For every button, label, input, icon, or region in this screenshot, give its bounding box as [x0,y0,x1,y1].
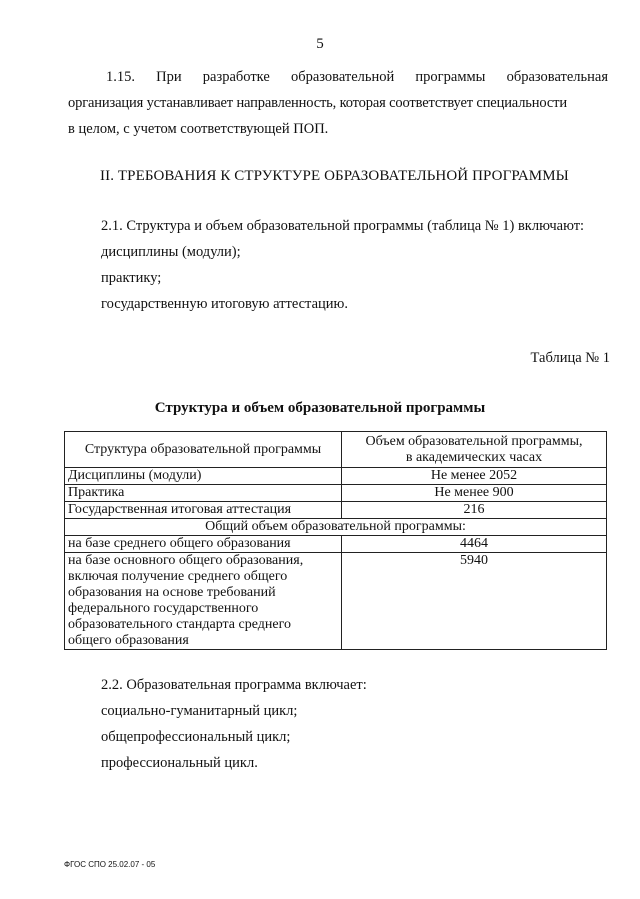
paragraph-2-1-intro: 2.1. Структура и объем образовательной программы (таблица № 1) включают: [101,218,585,234]
row-value: Не менее 900 [342,485,607,502]
row-value: 4464 [342,536,607,553]
row-label: на базе среднего общего образования [65,536,342,553]
structure-table [64,431,607,650]
label-line: общего образования [68,633,189,648]
row-label: Государственная итоговая аттестация [65,502,342,519]
list-item: профессиональный цикл. [101,755,258,771]
row-value: 216 [342,502,607,519]
word: образовательная [506,69,608,85]
header-cell-structure: Структура образовательной программы [65,432,342,468]
word: При [156,69,182,85]
row-label: Дисциплины (модули) [65,468,342,485]
paragraph-1-15 [68,64,608,142]
row-label: Практика [65,485,342,502]
word: программы [415,69,486,85]
label-line: образования на основе требований [68,585,276,600]
paragraph-2-2-intro: 2.2. Образовательная программа включает: [101,677,367,693]
row-value: Не менее 2052 [342,468,607,485]
list-item: практику; [101,270,162,286]
row-value: 5940 [342,553,607,650]
paragraph-1-15-line-1 [68,64,608,90]
list-item: дисциплины (модули); [101,244,241,260]
label-line: образовательного стандарта среднего [68,617,291,632]
table-row [65,468,607,485]
row-label [65,553,342,650]
word: 1.15. [106,69,135,85]
paragraph-1-15-line-2: организация устанавливает направленность, которая соответствует специальности [68,95,567,111]
table-row [65,553,607,650]
word: разработке [202,69,270,85]
header-line: Объем образовательной программы, [365,433,583,449]
table-row [65,536,607,553]
table-row [65,502,607,519]
label-line: федерального государственного [68,601,259,616]
paragraph-1-15-line-3: в целом, с учетом соответствующей ПОП. [68,121,329,137]
table-caption: Таблица № 1 [530,350,610,366]
list-item: общепрофессиональный цикл; [101,729,291,745]
table-title: Структура и объем образовательной программы [154,400,486,416]
footer-code: ФГОС СПО 25.02.07 - 05 [64,860,156,869]
header-line: в академических часах [405,449,543,465]
list-item: социально-гуманитарный цикл; [101,703,298,719]
table-total-row [65,519,607,536]
section-heading: II. ТРЕБОВАНИЯ К СТРУКТУРЕ ОБРАЗОВАТЕЛЬНОЙ ПРОГРАММЫ [100,168,569,184]
label-line: включая получение среднего общего [68,569,288,584]
table-header-row [65,432,607,468]
page-number: 5 [316,36,324,52]
word: образовательной [290,69,395,85]
table-row [65,485,607,502]
total-label: Общий объем образовательной программы: [65,519,607,536]
label-line: на базе основного общего образования, [68,553,304,568]
header-cell-volume [342,432,607,468]
list-item: государственную итоговую аттестацию. [101,296,348,312]
